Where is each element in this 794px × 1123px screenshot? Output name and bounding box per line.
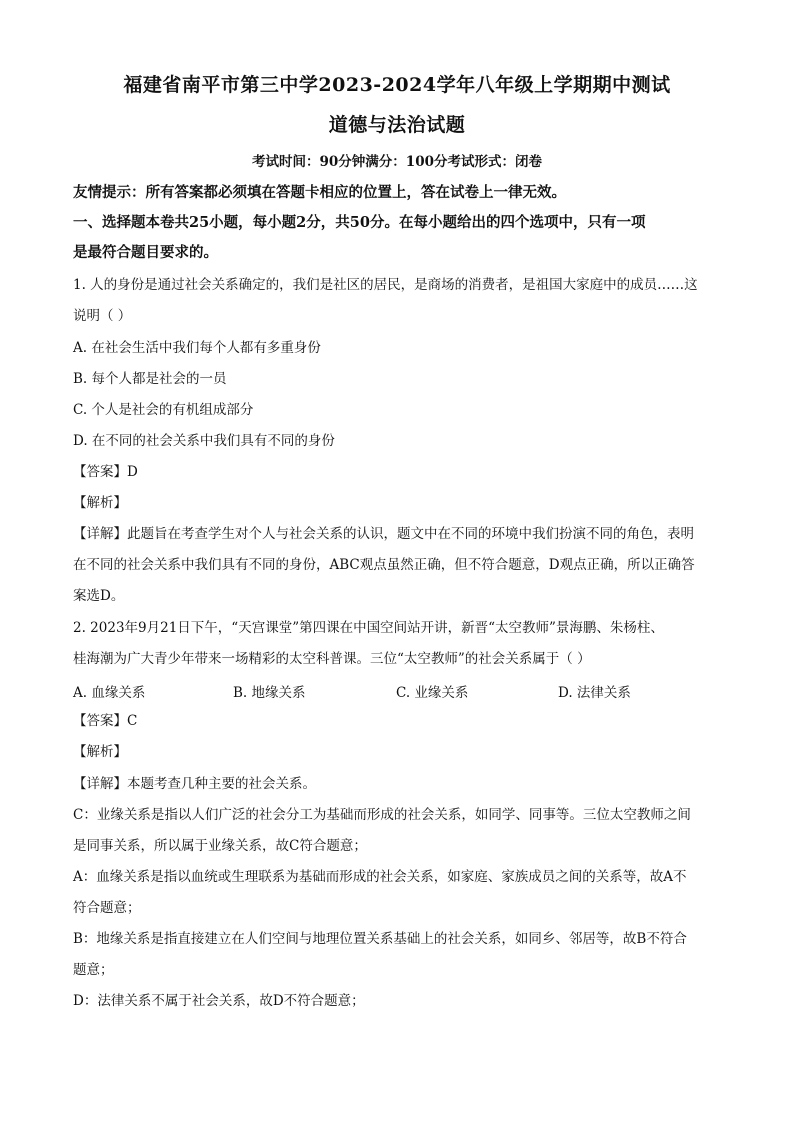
exam-info: 考试时间：90分钟满分：100分考试形式：闭卷: [252, 154, 542, 170]
q2-detail-line5: 符合题意；: [73, 900, 141, 916]
q2-detail-line4: A：血缘关系是指以血统或生理联系为基础而形成的社会关系，如家庭、家族成员之间的关系等，故A不: [73, 869, 687, 885]
q2-stem-line2: 桂海潮为广大青少年带来一场精彩的太空科普课。三位“太空教师”的社会关系属于（ ）: [73, 651, 591, 667]
q1-option-d: D. 在不同的社会关系中我们具有不同的身份: [73, 433, 335, 449]
q1-option-a: A. 在社会生活中我们每个人都有多重身份: [73, 340, 321, 356]
q1-answer: 【答案】D: [73, 464, 138, 480]
section-heading-line1: 一、选择题本卷共25小题，每小题2分，共50分。在每小题给出的四个选项中，只有一项: [73, 214, 646, 231]
q1-detail-line1: 【详解】此题旨在考查学生对个人与社会关系的认识，题文中在不同的环境中我们扮演不同的角色，表明: [73, 526, 694, 542]
exam-title: 福建省南平市第三中学2023-2024学年八年级上学期期中测试: [123, 74, 671, 96]
q2-detail-line7: 题意；: [73, 962, 114, 978]
q1-option-c: C. 个人是社会的有机组成部分: [73, 402, 254, 418]
q2-detail-line1: 【详解】本题考查几种主要的社会关系。: [73, 776, 316, 792]
section-heading-line2: 是最符合题目要求的。: [73, 244, 218, 261]
q2-option-a: A. 血缘关系: [73, 685, 146, 701]
q1-option-b: B. 每个人都是社会的一员: [73, 371, 227, 387]
q1-stem-line1: 1. 人的身份是通过社会关系确定的，我们是社区的居民，是商场的消费者，是祖国大家庭中的成员……这: [73, 277, 698, 293]
q1-detail-line3: 案选D。: [73, 588, 125, 604]
q2-stem-line1: 2. 2023年9月21日下午，“天宫课堂”第四课在中国空间站开讲，新晋“太空教师”景海鹏、朱杨柱、: [73, 620, 664, 636]
exam-subtitle: 道德与法治试题: [328, 114, 466, 136]
q1-detail-line2: 在不同的社会关系中我们具有不同的身份，ABC观点虽然正确，但不符合题意，D观点正确，所以正确答: [73, 557, 695, 573]
q2-detail-line3: 是同事关系，所以属于业缘关系，故C符合题意；: [73, 838, 367, 854]
q2-option-b: B. 地缘关系: [233, 685, 306, 701]
notice: 友情提示：所有答案都必须填在答题卡相应的位置上，答在试卷上一律无效。: [73, 184, 566, 201]
q1-stem-line2: 说明（ ）: [73, 308, 132, 324]
q2-detail-line8: D：法律关系不属于社会关系，故D不符合题意；: [73, 993, 365, 1009]
q2-option-c: C. 业缘关系: [396, 685, 469, 701]
q2-detail-line6: B：地缘关系是指直接建立在人们空间与地理位置关系基础上的社会关系，如同乡、邻居等，故B不符合: [73, 931, 687, 947]
q2-detail-line2: C：业缘关系是指以人们广泛的社会分工为基础而形成的社会关系，如同学、同事等。三位太空教师之间: [73, 807, 691, 823]
q2-option-d: D. 法律关系: [558, 685, 631, 701]
q1-analysis-label: 【解析】: [73, 495, 127, 511]
q2-answer: 【答案】C: [73, 713, 138, 729]
q2-analysis-label: 【解析】: [73, 744, 127, 760]
